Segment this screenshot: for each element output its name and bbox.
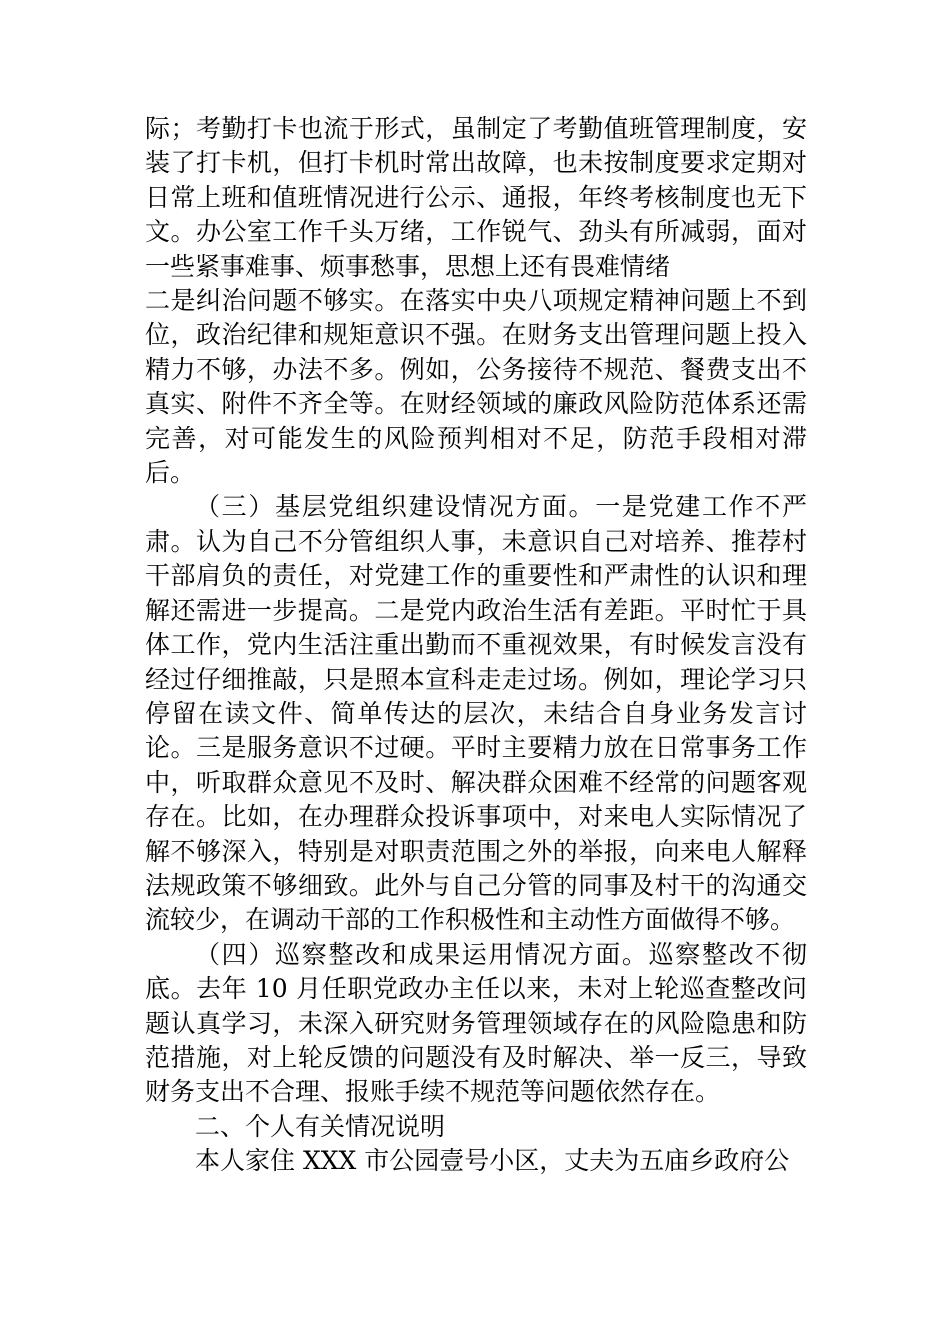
document-body (145, 112, 807, 1179)
paragraph-rectification-issues: 二是纠治问题不够实。在落实中央八项规定精神问题上不到位，政治纪律和规矩意识不强。在财务支出管理问题上投入精力不够，办法不多。例如，公务接待不规范、餐费支出不真实、附件不齐全等。在财经领域的廉政风险防范体系还需完善，对可能发生的风险预判相对不足，防范手段相对滞后。 (145, 286, 807, 488)
paragraph-party-organization: （三）基层党组织建设情况方面。一是党建工作不严肃。认为自己不分管组织人事，未意识自己对培养、推荐村干部肩负的责任，对党建工作的重要性和严肃性的认识和理解还需进一步提高。二是党内政治生活有差距。平时忙于具体工作，党内生活注重出勤而不重视效果，有时候发言没有经过仔细推敲，只是照本宣科走走过场。例如，理论学习只停留在读文件、简单传达的层次，未结合自身业务发言讨论。三是服务意识不过硬。平时主要精力放在日常事务工作中，听取群众意见不及时、解决群众困难不经常的问题客观存在。比如，在办理群众投诉事项中，对来电人实际情况了解不够深入，特别是对职责范围之外的举报，向来电人解释法规政策不够细致。此外与自己分管的同事及村干的沟通交流较少，在调动干部的工作积极性和主动性方面做得不够。 (145, 492, 807, 935)
paragraph-attendance: 际；考勤打卡也流于形式，虽制定了考勤值班管理制度，安装了打卡机，但打卡机时常出故障，也未按制度要求定期对日常上班和值班情况进行公示、通报，年终考核制度也无下文。办公室工作千头万绪，工作锐气、劲头有所减弱，面对一些紧事难事、烦事愁事，思想上还有畏难情绪 (145, 114, 807, 281)
paragraph-inspection-rectification: （四）巡察整改和成果运用情况方面。巡察整改不彻底。去年 10 月任职党政办主任以来，未对上轮巡查整改问题认真学习，未深入研究财务管理领域存在的风险隐患和防范措施，对上轮反馈的问题没有及时解决、举一反三，导致财务支出不合理、报账手续不规范等问题依然存在。 (145, 939, 807, 1107)
section-heading-personal-info: 二、个人有关情况说明 (195, 1111, 446, 1141)
paragraph-personal-info: 本人家住 XXX 市公园壹号小区，丈夫为五庙乡政府公 (195, 1146, 790, 1176)
